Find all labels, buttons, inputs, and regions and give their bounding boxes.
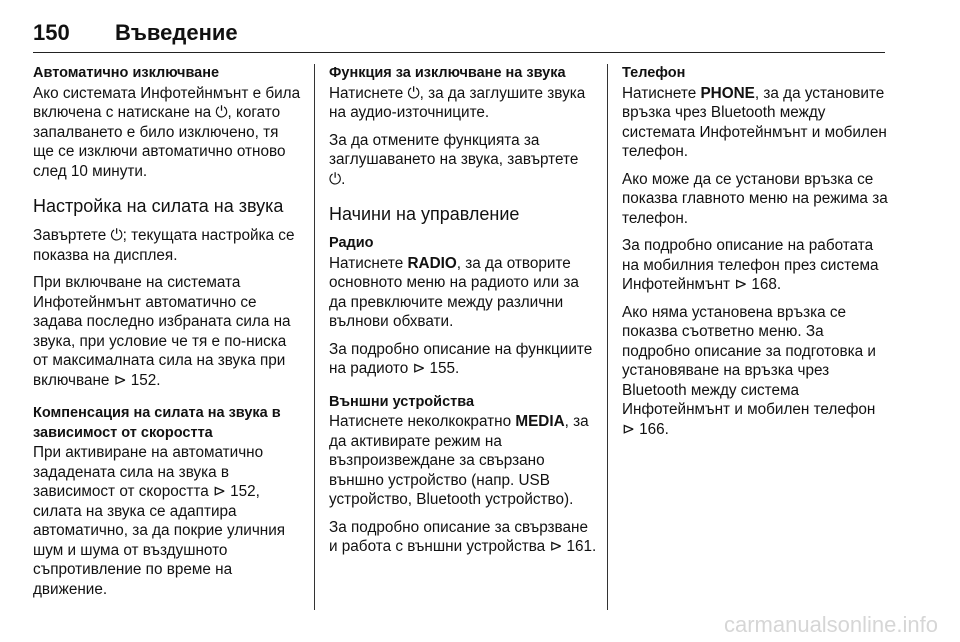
text: 152. xyxy=(126,371,161,389)
column-3 xyxy=(622,64,888,447)
section-title: Телефон xyxy=(622,65,686,81)
column-separator xyxy=(607,64,608,610)
page-number: 150 xyxy=(33,20,70,45)
section-title: Функция за изключване на звука xyxy=(329,65,566,81)
text: 161. xyxy=(562,538,597,555)
power-icon: ⏻ xyxy=(407,84,420,102)
paragraph xyxy=(329,84,597,123)
section-auto-off xyxy=(33,64,301,181)
paragraph xyxy=(329,340,597,379)
text: При активиране на автоматично зададената сила на звука в зависимост от скоростта xyxy=(33,444,264,500)
paragraph xyxy=(622,236,888,295)
paragraph xyxy=(329,518,597,557)
paragraph xyxy=(329,131,597,190)
radio-key: RADIO xyxy=(407,254,457,272)
column-1 xyxy=(33,64,301,607)
arrow-icon: ⊳ xyxy=(412,360,426,377)
paragraph xyxy=(622,84,888,162)
text: ; текущата настройка се показва на дисплея. xyxy=(33,227,295,264)
text: За подробно описание за свързване и работа с външни устройства xyxy=(329,518,588,555)
paragraph xyxy=(33,273,301,390)
text: 155. xyxy=(425,360,460,377)
arrow-icon: ⊳ xyxy=(549,538,563,555)
media-key: MEDIA xyxy=(515,413,565,430)
text: Завъртете xyxy=(33,227,111,244)
page-header xyxy=(33,18,885,53)
paragraph xyxy=(33,84,301,182)
arrow-icon: ⊳ xyxy=(213,483,226,500)
text: При включване на системата Инфотейнмънт автоматично се задава последно избраната сила на звука, при условие че тя е по-ниска от максималната сила на звука при включване xyxy=(33,274,291,389)
text: Ако няма установена връзка се показва съответно меню. За подробно описание за подготовка и установяване на връзка чрез Bluetooth между система Инфотейнмънт и мобилен телефон xyxy=(622,303,876,418)
paragraph xyxy=(33,443,301,599)
section-title: Автоматично изключване xyxy=(33,65,220,81)
arrow-icon: ⊳ xyxy=(622,420,635,438)
text: За подробно описание на работата на мобилния телефон през система Инфотейнмънт xyxy=(622,237,879,293)
text: , за да отворите основното меню на радиото или за да превключите между различни вълнови обхвати. xyxy=(329,254,579,330)
text: Натиснете xyxy=(329,84,408,102)
paragraph xyxy=(329,254,597,332)
chapter-title: Въведение xyxy=(115,20,238,45)
paragraph xyxy=(33,226,301,265)
text: , за да заглушите звука на аудио-източниците. xyxy=(329,84,586,121)
section-heading-control: Начини на управление xyxy=(329,204,520,224)
section-title: Радио xyxy=(329,235,374,251)
paragraph: Ако може да се установи връзка се показва главното меню на режима за телефон. xyxy=(622,170,888,227)
watermark: carmanualsonline.info xyxy=(723,612,938,637)
text: . xyxy=(341,170,346,188)
arrow-icon: ⊳ xyxy=(113,371,127,389)
column-2 xyxy=(329,64,597,565)
arrow-icon: ⊳ xyxy=(734,276,748,293)
power-icon: ⏻ xyxy=(329,170,342,188)
section-title: Компенсация на силата на звука в зависимост от скоростта xyxy=(33,405,281,441)
text: 152, силата на звука се адаптира автоматично, за да покрие уличния шум и шума от въздушното съпротивление по време на движение. xyxy=(33,483,286,598)
text: За да отмените функцията за заглушаването на звука, завъртете xyxy=(329,131,579,168)
text: Натиснете неколкократно xyxy=(329,413,516,430)
paragraph xyxy=(622,303,888,440)
text: Ако системата Инфотейнмънт е била включена с натискане на xyxy=(33,84,301,121)
power-icon: ⏻ xyxy=(110,227,123,244)
phone-key: PHONE xyxy=(700,84,755,102)
power-icon: ⏻ xyxy=(215,104,228,121)
paragraph xyxy=(329,412,597,510)
text: 166. xyxy=(634,420,669,438)
text: , за да установите връзка чрез Bluetooth между системата Инфотейнмънт и мобилен телефон. xyxy=(622,84,887,160)
text: , когато запалването е било изключено, тя ще се изключи автоматично отново след 10 минути. xyxy=(33,104,286,180)
text: За подробно описание на функциите на радиото xyxy=(329,340,593,377)
section-title: Външни устройства xyxy=(329,393,475,410)
text: Натиснете xyxy=(622,84,701,102)
column-separator xyxy=(314,64,315,610)
text: Натиснете xyxy=(329,254,408,272)
text: 168. xyxy=(747,276,782,293)
section-heading-volume: Настройка на силата на звука xyxy=(33,196,284,216)
text: , за да активирате режим на възпроизвеждане за свързано външно устройство (напр. USB устройство, Bluetooth устройство). xyxy=(329,413,589,508)
